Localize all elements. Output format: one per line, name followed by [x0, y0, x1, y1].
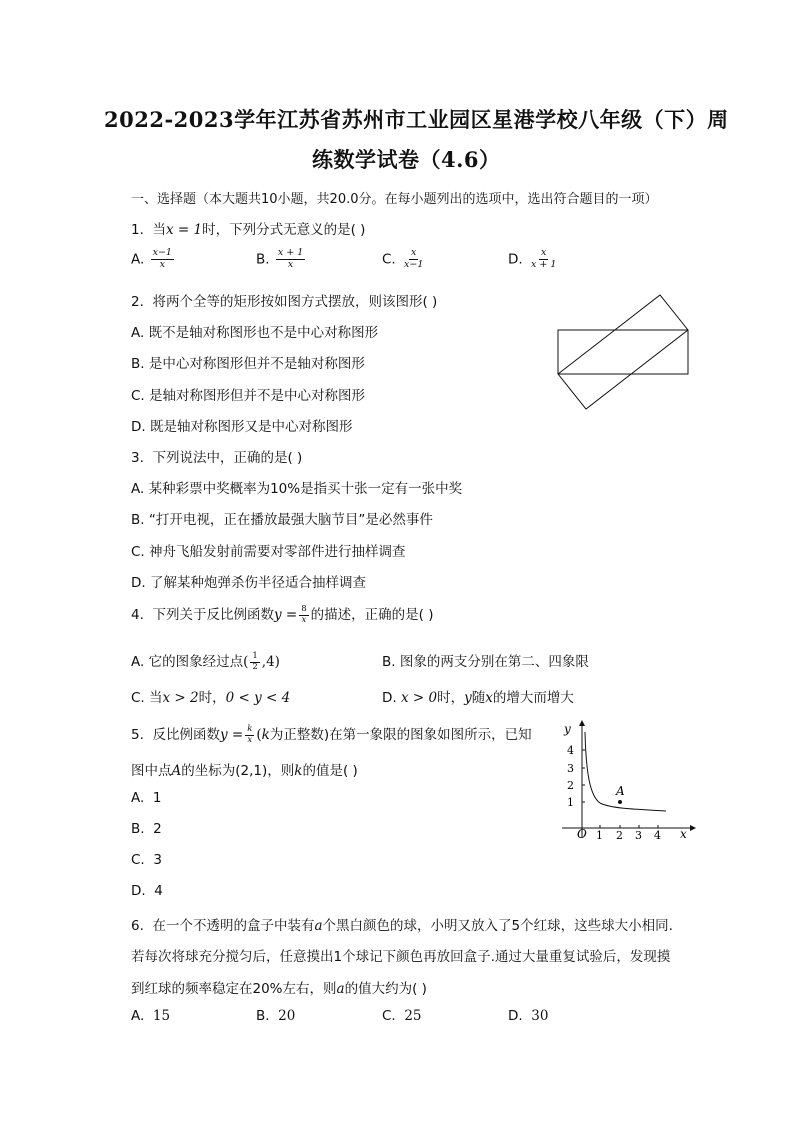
numerator: x + 1 — [277, 247, 304, 258]
question-6-line3 — [131, 977, 427, 997]
x-tick-label: 1 — [596, 829, 603, 842]
q3-option-b[interactable] — [131, 508, 433, 528]
option-text: “打开电视，正在播放最强大脑节目”是必然事件 — [148, 512, 433, 528]
option-text: 随 — [471, 690, 486, 706]
x-tick-label: 3 — [635, 829, 642, 842]
q2-option-d[interactable] — [131, 415, 352, 435]
option-text: 3 — [153, 852, 162, 868]
q3-option-d[interactable] — [131, 571, 366, 591]
option-text: 的增大而增大 — [492, 690, 574, 706]
point-a — [618, 800, 622, 804]
horizontal-rectangle — [558, 330, 688, 374]
q1-option-d[interactable] — [508, 248, 560, 271]
question-number: 4. — [131, 607, 144, 623]
option-letter: B. — [131, 821, 145, 837]
option-text: 时， — [198, 690, 226, 706]
option-letter: C. — [131, 388, 145, 404]
option-letter: A. — [131, 251, 145, 268]
denominator: x−1 — [404, 258, 424, 270]
option-text: 25 — [404, 1008, 422, 1024]
fraction — [151, 248, 174, 271]
option-letter: C. — [131, 544, 145, 560]
question-number: 6. — [131, 918, 144, 934]
origin-label: O — [577, 827, 587, 841]
math-expression: 0 < y < 4 — [225, 690, 291, 706]
math-expression: y = — [273, 607, 298, 623]
question-number: 5. — [131, 727, 144, 743]
q2-option-b[interactable] — [131, 352, 365, 372]
q1-option-c[interactable] — [382, 248, 427, 271]
option-text: 2 — [153, 821, 162, 837]
math-variable: k — [261, 727, 270, 743]
option-text: 神舟飞船发射前需要对零部件进行抽样调查 — [149, 544, 406, 560]
option-letter: A. — [131, 325, 145, 341]
y-axis-label: y — [564, 722, 571, 736]
option-text: 20 — [278, 1008, 296, 1024]
coordinate-rest: ,4) — [261, 654, 280, 670]
q5-option-c[interactable] — [131, 852, 162, 868]
question-number: 1. — [131, 222, 144, 238]
option-text: 图象的两支分别在第二、四象限 — [399, 654, 589, 670]
q6-option-b[interactable] — [256, 1008, 295, 1024]
option-text: 既不是轴对称图形也不是中心对称图形 — [148, 325, 379, 341]
question-4-stem — [131, 603, 433, 625]
numerator: 1 — [252, 650, 258, 661]
question-6-line1 — [131, 914, 673, 934]
q6-option-c[interactable] — [382, 1008, 422, 1024]
stem-text: 当 — [152, 222, 166, 238]
option-letter: B. — [131, 356, 145, 372]
question-2-stem — [131, 290, 437, 310]
numerator: x — [411, 247, 417, 258]
question-number: 3. — [131, 450, 144, 466]
section-heading: 一、选择题（本大题共10小题，共20.0分。在每小题列出的选项中，选出符合题目的一项） — [131, 192, 658, 207]
y-axis-arrow — [579, 720, 585, 726]
q4-option-d[interactable] — [382, 686, 574, 706]
option-text: 某种彩票中奖概率为10%是指买十张一定有一张中奖 — [148, 481, 463, 497]
y-tick-label: 2 — [567, 779, 574, 792]
option-text: 30 — [531, 1008, 549, 1024]
option-letter: C. — [382, 1008, 396, 1024]
fraction — [529, 248, 558, 271]
question-3-stem — [131, 446, 302, 466]
option-letter: B. — [256, 251, 270, 268]
math-variable: A — [171, 763, 182, 779]
option-text: 15 — [152, 1008, 171, 1024]
option-letter: D. — [131, 419, 146, 435]
math-expression: x = 1 — [165, 222, 203, 238]
option-letter: D. — [508, 1008, 523, 1024]
option-letter: B. — [382, 654, 396, 670]
q4-option-a[interactable] — [131, 650, 280, 672]
question-1-stem — [131, 218, 365, 238]
stem-text: 的坐标为(2,1)，则 — [181, 763, 295, 779]
numerator: x — [541, 247, 547, 258]
q2-option-c[interactable] — [131, 384, 365, 404]
option-letter: C. — [131, 852, 145, 868]
option-letter: B. — [131, 512, 145, 528]
numerator: k — [247, 723, 253, 734]
option-text: 4 — [154, 883, 163, 899]
option-letter: D. — [131, 883, 146, 899]
question-6-line2: 若每次将球充分搅匀后，任意摸出1个球记下颜色再放回盒子.通过大量重复试验后，发现摸 — [131, 949, 671, 965]
x-tick-label: 4 — [654, 829, 661, 842]
question-5-stem-line1 — [131, 723, 532, 745]
question-5-stem-line2 — [131, 759, 358, 779]
q6-option-d[interactable] — [508, 1008, 548, 1024]
stem-text: 在一个不透明的盒子中装有 — [152, 918, 315, 934]
paren: ( — [243, 654, 249, 670]
fraction — [299, 605, 308, 626]
rectangles-figure — [552, 290, 697, 415]
x-axis-arrow — [690, 825, 696, 831]
q4-option-c[interactable] — [131, 686, 290, 706]
option-letter: A. — [131, 790, 145, 806]
q5-option-b[interactable] — [131, 821, 162, 837]
math-variable: y — [464, 690, 472, 706]
option-letter: A. — [131, 481, 145, 497]
denominator: x + 1 — [530, 258, 557, 270]
denominator: x — [159, 258, 165, 270]
x-tick-label: 2 — [616, 829, 623, 842]
q1-option-a[interactable] — [131, 248, 176, 271]
q5-option-d[interactable] — [131, 883, 163, 899]
option-text: 时， — [437, 690, 465, 706]
math-variable: x — [485, 690, 493, 706]
denominator: 2 — [252, 661, 258, 672]
tilted-rectangle — [558, 295, 688, 409]
stem-text: 的值大约为( ) — [344, 981, 427, 997]
stem-text: 下列关于反比例函数 — [152, 607, 274, 623]
stem-text: 下列说法中，正确的是( ) — [152, 450, 303, 466]
y-tick-label: 4 — [567, 744, 574, 757]
paren: ( — [256, 727, 262, 743]
option-letter: D. — [131, 575, 146, 591]
option-letter: A. — [131, 654, 145, 670]
stem-text: 的值是( ) — [302, 763, 358, 779]
option-letter: B. — [256, 1008, 270, 1024]
math-variable: a — [314, 918, 323, 934]
option-text: 1 — [152, 790, 162, 806]
option-text: 了解某种炮弹杀伤半径适合抽样调查 — [149, 575, 366, 591]
option-text: 它的图象经过点 — [148, 654, 244, 670]
fraction — [276, 248, 305, 271]
option-letter: C. — [382, 251, 396, 268]
math-expression: x > 2 — [162, 690, 199, 706]
fraction — [402, 248, 425, 271]
reciprocal-function-graph — [558, 718, 698, 843]
option-text: 是中心对称图形但并不是轴对称图形 — [148, 356, 365, 372]
q3-option-c[interactable] — [131, 540, 406, 560]
denominator: x — [247, 734, 253, 745]
stem-text: 反比例函数 — [152, 727, 220, 743]
math-variable: k — [294, 763, 303, 779]
stem-text: 的描述，正确的是( ) — [310, 607, 434, 623]
q1-option-b[interactable] — [256, 248, 307, 271]
q3-option-a[interactable] — [131, 477, 462, 497]
y-tick-label: 1 — [567, 796, 574, 809]
option-letter: C. — [131, 690, 145, 706]
fraction — [250, 652, 259, 673]
numerator: 8 — [301, 603, 307, 614]
denominator: x — [287, 258, 294, 270]
question-number: 2. — [131, 294, 144, 310]
stem-text: 到红球的频率稳定在20%左右，则 — [131, 981, 337, 997]
option-text: 是轴对称图形但并不是中心对称图形 — [149, 388, 366, 404]
q2-option-a[interactable] — [131, 321, 378, 341]
stem-text: 图中点 — [131, 763, 172, 779]
stem-text: 为正整数)在第一象限的图象如图所示，已知 — [269, 727, 532, 743]
hyperbola-curve — [585, 732, 666, 811]
fraction — [245, 725, 254, 746]
page-title-line2: 练数学试卷（4.6） — [312, 147, 501, 172]
option-text: 既是轴对称图形又是中心对称图形 — [149, 419, 353, 435]
q5-option-a[interactable] — [131, 790, 161, 806]
stem-text: 将两个全等的矩形按如图方式摆放，则该图形( ) — [152, 294, 438, 310]
stem-text: 个黑白颜色的球，小明又放入了5个红球，这些球大小相同. — [322, 918, 673, 934]
math-expression: x > 0 — [400, 690, 438, 706]
q6-option-a[interactable] — [131, 1008, 170, 1024]
option-text: 当 — [149, 690, 163, 706]
x-axis-label: x — [680, 827, 687, 841]
option-letter: D. — [508, 251, 523, 268]
option-letter: D. — [382, 690, 397, 706]
stem-text: 时，下列分式无意义的是( ) — [202, 222, 366, 238]
y-tick-label: 3 — [567, 762, 574, 775]
option-letter: A. — [131, 1008, 145, 1024]
math-expression: y = — [219, 727, 244, 743]
point-a-label: A — [616, 784, 625, 798]
denominator: x — [301, 614, 307, 625]
math-variable: a — [336, 981, 345, 997]
q4-option-b[interactable] — [382, 650, 589, 670]
numerator: x−1 — [152, 247, 172, 258]
page-title-line1: 2022-2023学年江苏省苏州市工业园区星港学校八年级（下）周 — [104, 107, 729, 132]
